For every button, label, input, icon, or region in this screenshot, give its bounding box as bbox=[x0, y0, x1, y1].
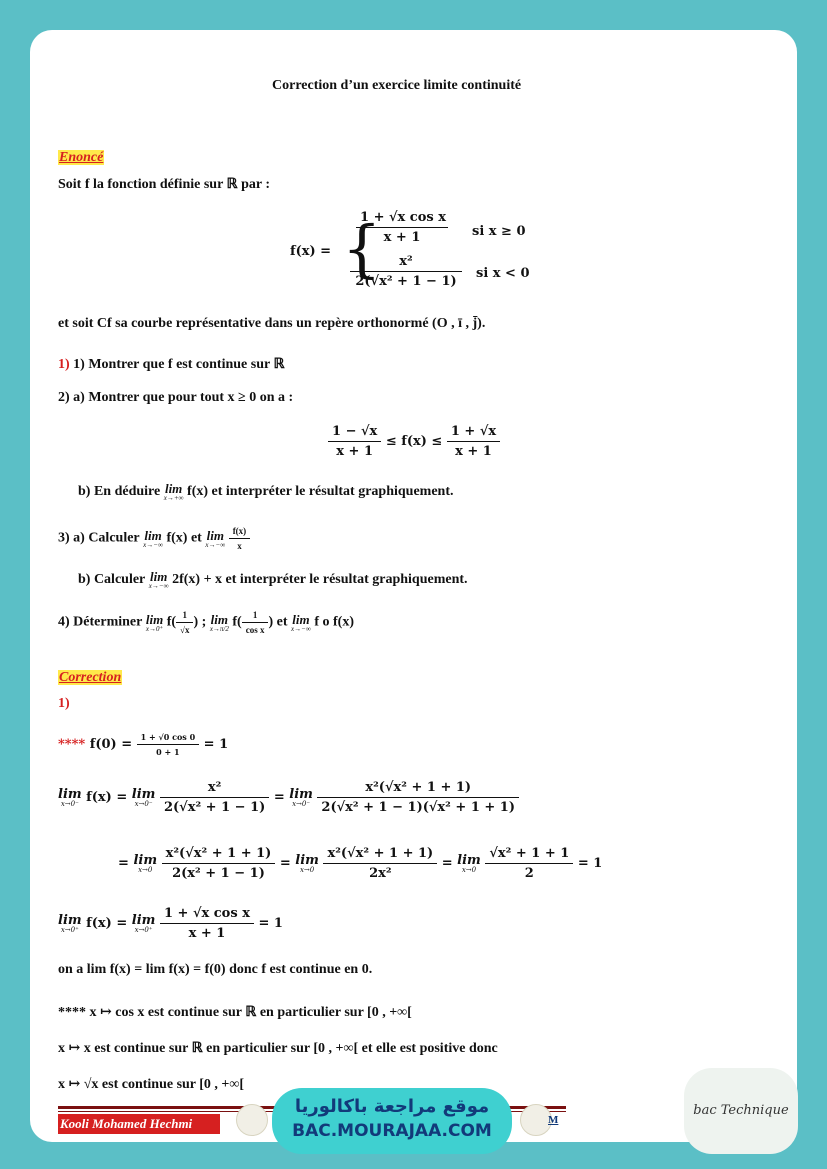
inequality: $\frac{1 - √x}{x + 1}$ ≤ f(x) ≤ $\frac{1 + √x}{x + 1}$ bbox=[328, 424, 500, 459]
site-badge-arabic: موقع مراجعة باكالوريا bbox=[294, 1096, 490, 1117]
cos-continuity: **** x ↦ cos x est continue sur ℝ en particulier sur [0 , +∞[ bbox=[58, 1005, 412, 1020]
continuity-conclusion: on a lim f(x) = lim f(x) = f(0) donc f est continue en 0. bbox=[58, 962, 373, 977]
document-title: Correction d’un exercice limite continuité bbox=[272, 78, 522, 93]
question-4: 4) Déterminer lim x→0⁺ f( $\frac{1}{√x}$ ) ; lim x→π/2 f( $\frac{1}{\text{cos x}}$ ) et lim x→−∞ f o f(x) bbox=[58, 610, 354, 635]
school-logo-icon bbox=[236, 1104, 268, 1136]
correction-label: Correction bbox=[59, 670, 122, 685]
bac-technique-logo: bac Technique bbox=[684, 1068, 798, 1154]
question-3b: b) Calculer lim x→−∞ 2f(x) + x et interpréter le résultat graphiquement. bbox=[78, 569, 468, 590]
intro-text: Soit f la fonction définie sur ℝ par : bbox=[58, 177, 271, 192]
question-2a: 2) a) Montrer que pour tout x ≥ 0 on a : bbox=[58, 390, 294, 405]
sqrt-continuity: x ↦ √x est continue sur [0 , +∞[ bbox=[58, 1077, 245, 1092]
limit-right: lim x→0⁺ f(x) = lim x→0⁺ $\frac{\text{1 + √x cos x}}{x + 1}$ = 1 bbox=[58, 906, 283, 941]
footer-mark: M bbox=[548, 1114, 559, 1126]
curve-definition: et soit Cf sa courbe représentative dans un repère orthonormé (O , ī , j̄). bbox=[58, 316, 486, 331]
correction-1: 1) bbox=[58, 696, 70, 711]
site-badge-url: BAC.MOURAJAA.COM bbox=[292, 1121, 492, 1141]
x-continuity: x ↦ x est continue sur ℝ en particulier sur [0 , +∞[ et elle est positive donc bbox=[58, 1041, 498, 1056]
question-1: 1) 1) Montrer que f est continue sur ℝ bbox=[58, 357, 285, 372]
enonce-label: Enoncé bbox=[59, 150, 104, 165]
f0-computation: **** f(0) = $\frac{1 + √0 \cos 0}{0 + 1}$ = 1 bbox=[58, 732, 229, 757]
author-name: Kooli Mohamed Hechmi bbox=[58, 1114, 220, 1134]
limit-left-line1: lim x→0⁻ f(x) = lim x→0⁻ $\frac{\text{x²}}{\text{2(√x² + 1 − 1)}}$ = lim x→0⁻ $\frac{\text{x²(√x² + 1 + 1)}}{\text{2(√x² + 1 − 1)(√x² + 1 + 1)}}$ bbox=[58, 780, 519, 815]
question-2b: b) En déduire lim x→+∞ f(x) et interpréter le résultat graphiquement. bbox=[78, 481, 454, 502]
limit-left-line2: = lim x→0 $\frac{\text{x²(√x² + 1 + 1)}}{\text{2(x² + 1 − 1)}}$ = lim x→0 $\frac{\text{x²(√x² + 1 + 1)}}{\text{2x²}}$ = lim x→0 $\frac{\text{√x² + 1 + 1}}{2}$ = 1 bbox=[118, 846, 603, 881]
site-badge[interactable] bbox=[272, 1088, 512, 1154]
question-3a: 3) a) Calculer lim x→−∞ f(x) et lim x→−∞ $\frac{f(x)}{x}$ bbox=[58, 526, 250, 551]
